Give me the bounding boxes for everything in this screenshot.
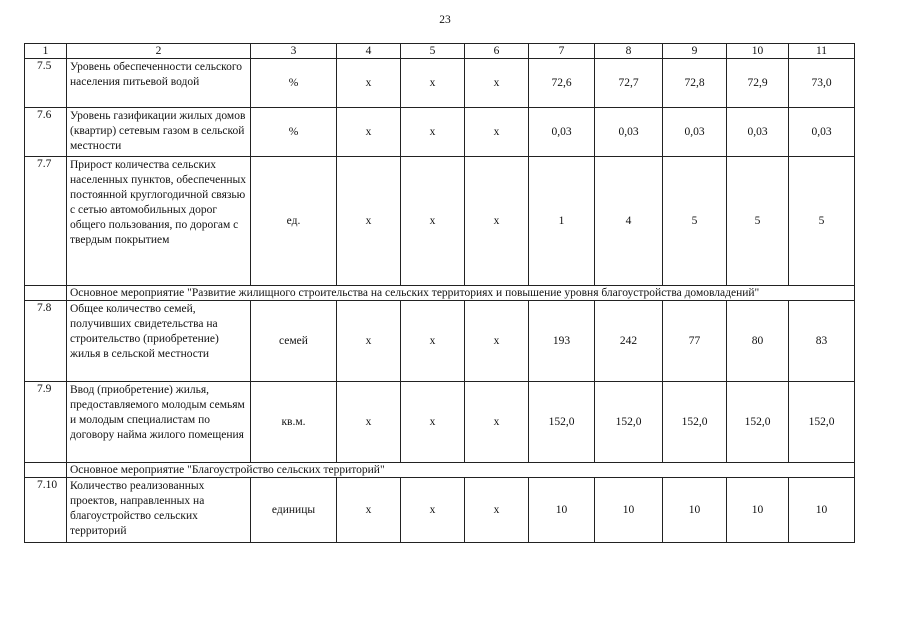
unit-cell: % <box>251 108 337 157</box>
value-cell: 10 <box>727 478 789 543</box>
value-cell: х <box>337 382 401 463</box>
row-number: 7.8 <box>25 301 67 382</box>
column-number: 6 <box>465 44 529 59</box>
section-title: Основное мероприятие "Благоустройство сельских территорий" <box>67 463 855 478</box>
value-cell: 72,8 <box>663 59 727 108</box>
table-row <box>25 301 855 382</box>
value-cell: х <box>401 157 465 286</box>
table-row <box>25 59 855 108</box>
column-number: 9 <box>663 44 727 59</box>
value-cell: 5 <box>663 157 727 286</box>
value-cell: х <box>465 157 529 286</box>
indicator-name: Прирост количества сельских населенных пунктов, обеспеченных постоянной круглогодичной связью с сетью автомобильных дорог общего пользования, по дорогам с твердым покрытием <box>67 157 251 286</box>
value-cell: х <box>465 59 529 108</box>
value-cell: х <box>465 382 529 463</box>
value-cell: 0,03 <box>789 108 855 157</box>
value-cell: 10 <box>789 478 855 543</box>
table-row <box>25 382 855 463</box>
row-number: 7.9 <box>25 382 67 463</box>
section-title: Основное мероприятие "Развитие жилищного строительства на сельских территориях и повышение уровня благоустройства домовладений" <box>67 286 855 301</box>
section-row <box>25 463 855 478</box>
page-number: 23 <box>439 14 451 26</box>
unit-cell: % <box>251 59 337 108</box>
value-cell: х <box>337 478 401 543</box>
value-cell: 152,0 <box>663 382 727 463</box>
unit-cell: ед. <box>251 157 337 286</box>
value-cell: 0,03 <box>663 108 727 157</box>
indicator-name: Уровень газификации жилых домов (квартир) сетевым газом в сельской местности <box>67 108 251 157</box>
column-number: 3 <box>251 44 337 59</box>
value-cell: 152,0 <box>727 382 789 463</box>
column-number: 7 <box>529 44 595 59</box>
value-cell: х <box>401 59 465 108</box>
value-cell: 73,0 <box>789 59 855 108</box>
value-cell: 152,0 <box>595 382 663 463</box>
value-cell: 5 <box>789 157 855 286</box>
section-spacer <box>25 463 67 478</box>
table-row <box>25 157 855 286</box>
row-number: 7.5 <box>25 59 67 108</box>
value-cell: 152,0 <box>529 382 595 463</box>
value-cell: 1 <box>529 157 595 286</box>
row-number: 7.7 <box>25 157 67 286</box>
row-number: 7.10 <box>25 478 67 543</box>
value-cell: 72,6 <box>529 59 595 108</box>
value-cell: х <box>337 108 401 157</box>
column-number: 11 <box>789 44 855 59</box>
unit-cell: семей <box>251 301 337 382</box>
unit-cell: кв.м. <box>251 382 337 463</box>
section-row <box>25 286 855 301</box>
value-cell: 242 <box>595 301 663 382</box>
value-cell: х <box>465 478 529 543</box>
column-number: 4 <box>337 44 401 59</box>
table-row <box>25 108 855 157</box>
value-cell: 72,7 <box>595 59 663 108</box>
table-row <box>25 478 855 543</box>
value-cell: х <box>401 382 465 463</box>
value-cell: 83 <box>789 301 855 382</box>
column-number: 2 <box>67 44 251 59</box>
value-cell: х <box>337 157 401 286</box>
value-cell: 80 <box>727 301 789 382</box>
value-cell: х <box>337 59 401 108</box>
value-cell: 72,9 <box>727 59 789 108</box>
indicators-table <box>24 43 855 543</box>
value-cell: х <box>465 301 529 382</box>
value-cell: 77 <box>663 301 727 382</box>
column-number: 5 <box>401 44 465 59</box>
value-cell: х <box>401 301 465 382</box>
value-cell: 0,03 <box>529 108 595 157</box>
value-cell: 193 <box>529 301 595 382</box>
value-cell: х <box>401 108 465 157</box>
value-cell: 10 <box>663 478 727 543</box>
value-cell: 0,03 <box>595 108 663 157</box>
value-cell: 10 <box>529 478 595 543</box>
value-cell: 5 <box>727 157 789 286</box>
column-number: 10 <box>727 44 789 59</box>
column-number: 1 <box>25 44 67 59</box>
value-cell: х <box>337 301 401 382</box>
table-header-row <box>25 44 855 59</box>
indicator-name: Общее количество семей, получивших свидетельства на строительство (приобретение) жилья в сельской местности <box>67 301 251 382</box>
value-cell: 4 <box>595 157 663 286</box>
value-cell: х <box>465 108 529 157</box>
row-number: 7.6 <box>25 108 67 157</box>
indicator-name: Уровень обеспеченности сельского населения питьевой водой <box>67 59 251 108</box>
indicator-name: Ввод (приобретение) жилья, предоставляемого молодым семьям и молодым специалистам по договору найма жилого помещения <box>67 382 251 463</box>
unit-cell: единицы <box>251 478 337 543</box>
value-cell: х <box>401 478 465 543</box>
section-spacer <box>25 286 67 301</box>
value-cell: 10 <box>595 478 663 543</box>
indicator-name: Количество реализованных проектов, направленных на благоустройство сельских территорий <box>67 478 251 543</box>
column-number: 8 <box>595 44 663 59</box>
value-cell: 0,03 <box>727 108 789 157</box>
value-cell: 152,0 <box>789 382 855 463</box>
